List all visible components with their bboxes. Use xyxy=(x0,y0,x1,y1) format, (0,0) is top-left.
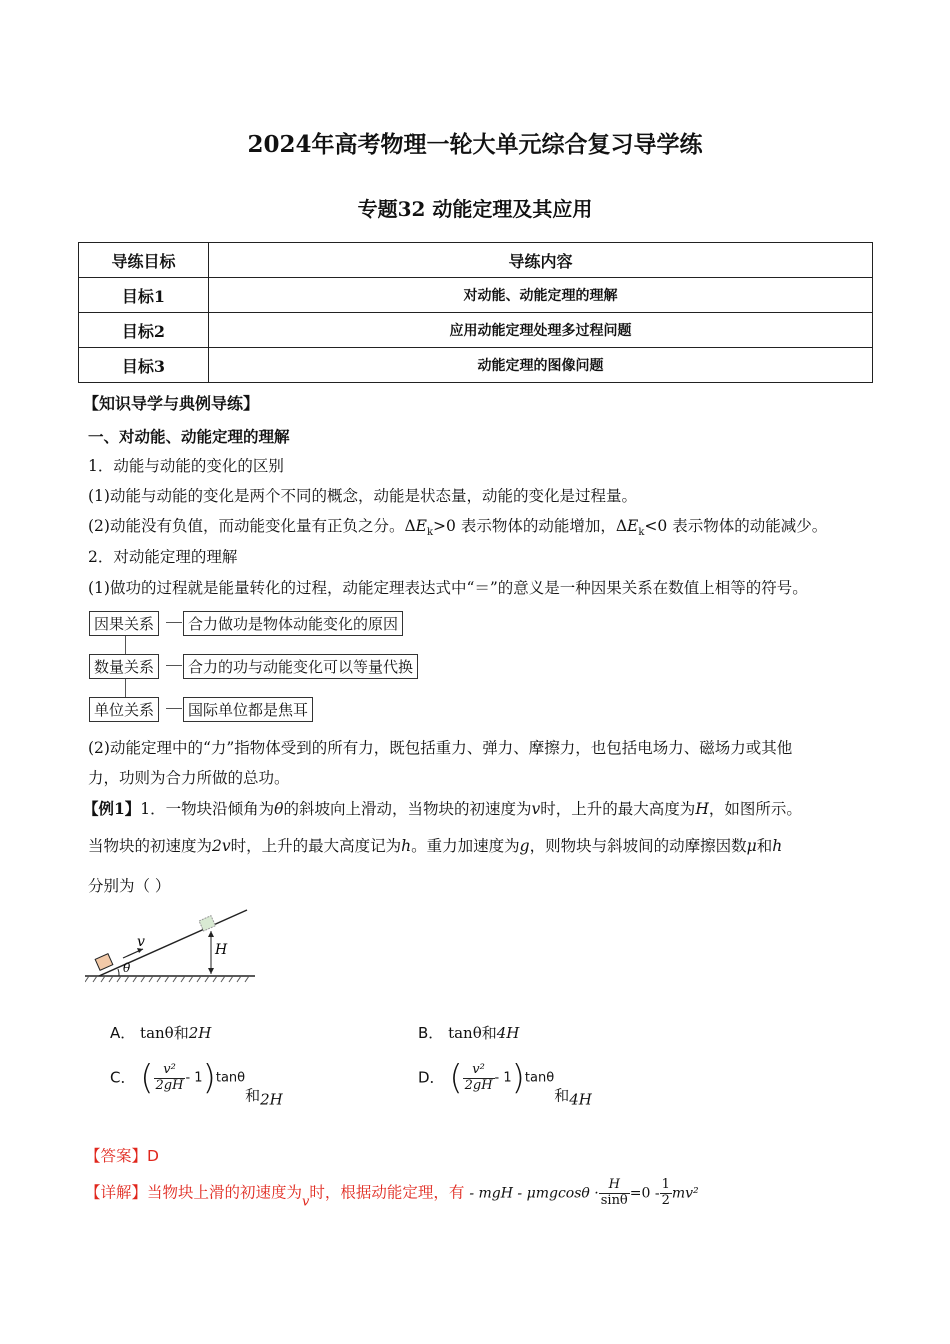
answer-label: 【答案】 xyxy=(85,1147,148,1165)
diagram-desc-box: 国际单位都是焦耳 xyxy=(183,697,313,722)
dash-line xyxy=(166,622,182,623)
table-row xyxy=(79,348,873,383)
table-cell: 目标3 xyxy=(79,348,209,383)
example-question-line: 分别为（ ） xyxy=(88,877,171,895)
paragraph: (1)动能与动能的变化是两个不同的概念，动能是状态量，动能的变化是过程量。 xyxy=(88,487,637,505)
table-header-cell: 导练目标 xyxy=(79,243,209,278)
detail-line: 【详解】当物块上滑的初速度为$_v$时，根据动能定理，有 - mgH - μmgcosθ · $\frac{H}{\sin\theta}$ =0 - $\frac{1}{2}$ mv² xyxy=(85,1177,699,1210)
section-heading: 【知识导学与典例导练】 xyxy=(83,394,260,413)
option-d[interactable]: D． ( $\frac{\text{v²}}{2gH}$ - 1)tanθ和4H xyxy=(418,1058,592,1109)
dash-line xyxy=(166,708,182,709)
table-row xyxy=(79,313,873,348)
paragraph: (2)动能定理中的“力”指物体受到的所有力，既包括重力、弹力、摩擦力，也包括电场力、磁场力或其他 xyxy=(88,739,793,757)
figure-label-theta: θ xyxy=(123,961,131,975)
table-cell: 目标2 xyxy=(79,313,209,348)
table-cell: 动能定理的图像问题 xyxy=(209,348,873,383)
option-b[interactable]: B． tanθ和4H xyxy=(418,1024,520,1042)
diagram-desc-box: 合力做功是物体动能变化的原因 xyxy=(183,611,403,636)
paragraph: (1)做功的过程就是能量转化的过程，动能定理表达式中“＝”的意义是一种因果关系在数值上相等的符号。 xyxy=(88,579,808,597)
diagram-label-box: 单位关系 xyxy=(89,697,159,722)
option-a[interactable]: A． tanθ和2H xyxy=(110,1024,212,1042)
incline-figure xyxy=(85,900,255,985)
table-header-row xyxy=(79,243,873,278)
part1-heading: 一、对动能、动能定理的理解 xyxy=(88,427,290,446)
paragraph: 1．动能与动能的变化的区别 xyxy=(88,457,284,475)
figure-label-v: v xyxy=(137,934,145,950)
paragraph: 力，功则为合力所做的总功。 xyxy=(88,769,290,787)
diagram-desc-box: 合力的功与动能变化可以等量代换 xyxy=(183,654,418,679)
paragraph: 2．对动能定理的理解 xyxy=(88,548,238,566)
connector-line xyxy=(125,677,126,697)
answer-line xyxy=(85,1144,159,1166)
document-subtitle: 专题32 动能定理及其应用 xyxy=(357,197,593,221)
table-cell: 应用动能定理处理多过程问题 xyxy=(209,313,873,348)
connector-line xyxy=(125,634,126,654)
option-c[interactable]: C． ( $\frac{\text{v²}}{2gH}$ - 1)tanθ和2H xyxy=(110,1058,283,1109)
diagram-label-box: 数量关系 xyxy=(89,654,159,679)
figure-label-h: H xyxy=(215,942,228,958)
diagram-label-box: 因果关系 xyxy=(89,611,159,636)
dash-line xyxy=(166,665,182,666)
goals-table xyxy=(78,242,873,383)
example-question-line: 当物块的初速度为2v时，上升的最大高度记为h。重力加速度为g，则物块与斜坡间的动摩擦因数μ和h xyxy=(88,837,783,855)
table-header-cell: 导练内容 xyxy=(209,243,873,278)
paragraph: (2)动能没有负值，而动能变化量有正负之分。$\Delta E_k>0$ 表示物体的动能增加，$\Delta E_k<0$ 表示物体的动能减少。 xyxy=(88,517,828,539)
example-label: 【例1】 xyxy=(83,799,141,818)
answer-value: D xyxy=(147,1147,159,1165)
table-row xyxy=(79,278,873,313)
detail-label: 【详解】 xyxy=(85,1183,148,1202)
table-cell: 目标1 xyxy=(79,278,209,313)
table-cell: 对动能、动能定理的理解 xyxy=(209,278,873,313)
document-title: 2024年高考物理一轮大单元综合复习导学练 xyxy=(247,131,703,158)
example-question-line: 【例1】1．一物块沿倾角为θ的斜坡向上滑动，当物块的初速度为v时，上升的最大高度为H，如图所示。 xyxy=(83,799,802,818)
